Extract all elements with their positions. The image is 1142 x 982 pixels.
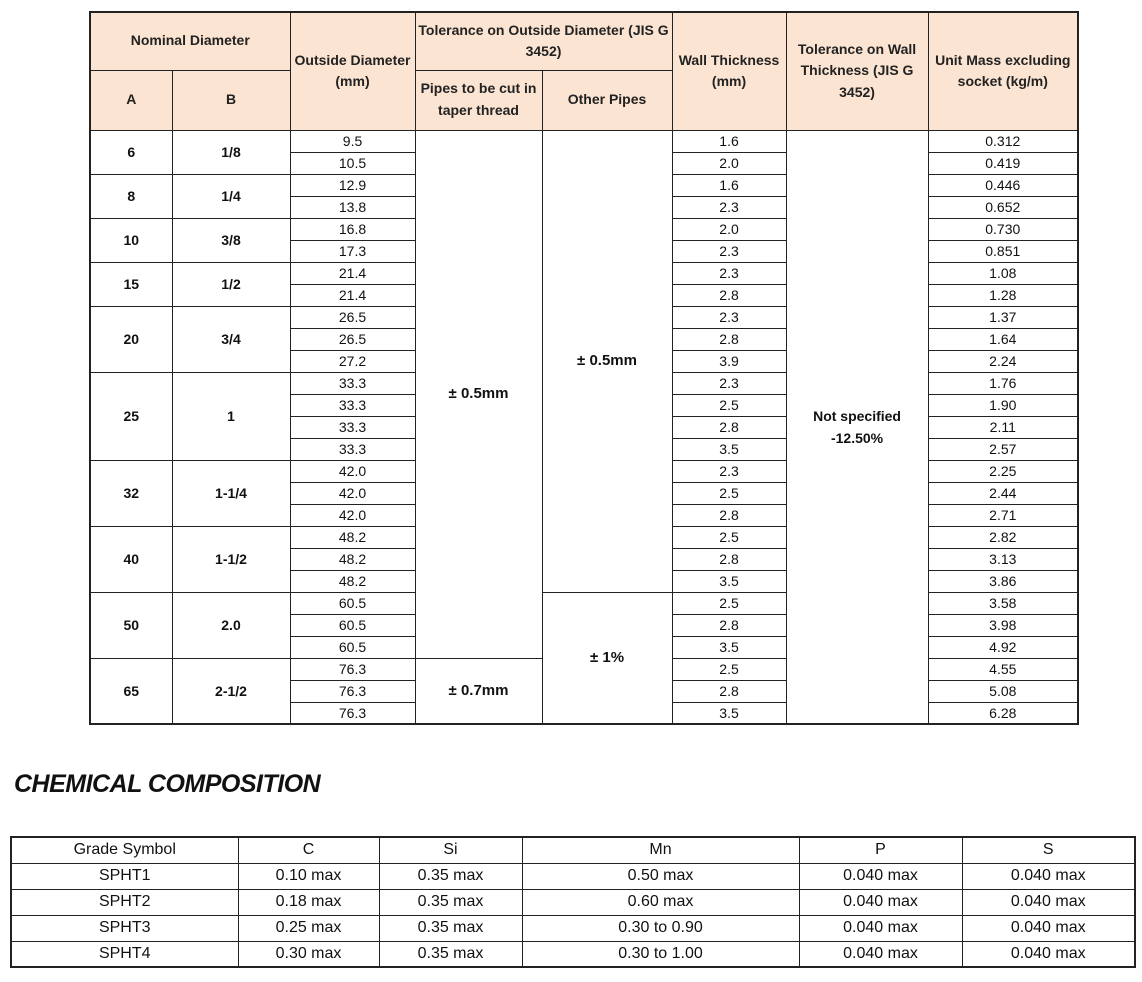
unit-mass-cell: 0.652 (928, 196, 1078, 218)
grade-symbol-cell: SPHT3 (11, 915, 238, 941)
wall-thickness-cell: 2.8 (672, 680, 786, 702)
wall-thickness-cell: 3.9 (672, 350, 786, 372)
header-col-b: B (172, 70, 290, 130)
unit-mass-cell: 3.86 (928, 570, 1078, 592)
unit-mass-cell: 3.98 (928, 614, 1078, 636)
other-tolerance-large: ± 1% (542, 592, 672, 724)
chem-value-cell: 0.040 max (962, 941, 1135, 967)
outside-diameter-cell: 60.5 (290, 636, 415, 658)
outside-diameter-cell: 21.4 (290, 284, 415, 306)
outside-diameter-cell: 76.3 (290, 702, 415, 724)
wall-thickness-cell: 1.6 (672, 130, 786, 152)
pipe-dimensions-table (89, 11, 1079, 725)
nominal-b-cell: 1/4 (172, 174, 290, 218)
header-wall-tolerance: Tolerance on Wall Thickness (JIS G 3452) (786, 12, 928, 130)
grade-symbol-cell: SPHT4 (11, 941, 238, 967)
unit-mass-cell: 1.28 (928, 284, 1078, 306)
grade-symbol-cell: SPHT2 (11, 889, 238, 915)
outside-diameter-cell: 60.5 (290, 614, 415, 636)
nominal-b-cell: 2-1/2 (172, 658, 290, 724)
chem-value-cell: 0.50 max (522, 863, 799, 889)
chem-value-cell: 0.35 max (379, 941, 522, 967)
wall-thickness-cell: 3.5 (672, 636, 786, 658)
chem-value-cell: 0.040 max (799, 941, 962, 967)
table-row (11, 915, 1135, 941)
outside-diameter-cell: 33.3 (290, 438, 415, 460)
wall-tolerance-line1: Not specified (813, 407, 901, 424)
outside-diameter-cell: 10.5 (290, 152, 415, 174)
chem-header-cell: P (799, 837, 962, 863)
outside-diameter-cell: 27.2 (290, 350, 415, 372)
outside-diameter-cell: 48.2 (290, 526, 415, 548)
chem-table-body (11, 863, 1135, 967)
chem-value-cell: 0.040 max (799, 863, 962, 889)
outside-diameter-cell: 26.5 (290, 328, 415, 350)
nominal-b-cell: 2.0 (172, 592, 290, 658)
outside-diameter-cell: 21.4 (290, 262, 415, 284)
chem-value-cell: 0.10 max (238, 863, 379, 889)
taper-tolerance-large: ± 0.7mm (415, 658, 542, 724)
chem-value-cell: 0.040 max (799, 915, 962, 941)
wall-thickness-cell: 3.5 (672, 570, 786, 592)
chem-header-row (11, 837, 1135, 863)
unit-mass-cell: 3.13 (928, 548, 1078, 570)
unit-mass-cell: 2.71 (928, 504, 1078, 526)
unit-mass-cell: 4.55 (928, 658, 1078, 680)
nominal-b-cell: 1/8 (172, 130, 290, 174)
wall-thickness-cell: 3.5 (672, 438, 786, 460)
outside-diameter-cell: 9.5 (290, 130, 415, 152)
unit-mass-cell: 2.24 (928, 350, 1078, 372)
outside-diameter-cell: 48.2 (290, 548, 415, 570)
nominal-a-cell: 20 (90, 306, 172, 372)
unit-mass-cell: 2.82 (928, 526, 1078, 548)
nominal-b-cell: 1-1/2 (172, 526, 290, 592)
wall-thickness-cell: 2.3 (672, 306, 786, 328)
nominal-a-cell: 8 (90, 174, 172, 218)
outside-diameter-cell: 60.5 (290, 592, 415, 614)
chem-header-cell: Si (379, 837, 522, 863)
outside-diameter-cell: 16.8 (290, 218, 415, 240)
nominal-a-cell: 10 (90, 218, 172, 262)
outside-diameter-cell: 42.0 (290, 460, 415, 482)
pipe-table-body (90, 130, 1078, 724)
outside-diameter-cell: 33.3 (290, 416, 415, 438)
chem-value-cell: 0.040 max (962, 863, 1135, 889)
wall-thickness-cell: 2.3 (672, 240, 786, 262)
wall-thickness-cell: 2.5 (672, 394, 786, 416)
wall-thickness-cell: 2.0 (672, 218, 786, 240)
nominal-a-cell: 32 (90, 460, 172, 526)
wall-thickness-cell: 2.5 (672, 482, 786, 504)
nominal-a-cell: 6 (90, 130, 172, 174)
unit-mass-cell: 5.08 (928, 680, 1078, 702)
wall-thickness-cell: 2.8 (672, 328, 786, 350)
nominal-a-cell: 50 (90, 592, 172, 658)
table-row (90, 130, 1078, 152)
wall-thickness-cell: 2.0 (672, 152, 786, 174)
unit-mass-cell: 1.76 (928, 372, 1078, 394)
chem-header-cell: S (962, 837, 1135, 863)
chem-value-cell: 0.30 to 1.00 (522, 941, 799, 967)
nominal-b-cell: 1-1/4 (172, 460, 290, 526)
unit-mass-cell: 2.57 (928, 438, 1078, 460)
outside-diameter-cell: 17.3 (290, 240, 415, 262)
unit-mass-cell: 3.58 (928, 592, 1078, 614)
outside-diameter-cell: 13.8 (290, 196, 415, 218)
wall-thickness-cell: 2.5 (672, 526, 786, 548)
chemical-composition-table (10, 836, 1136, 968)
header-taper-pipes: Pipes to be cut in taper thread (415, 70, 542, 130)
chem-value-cell: 0.040 max (799, 889, 962, 915)
unit-mass-cell: 4.92 (928, 636, 1078, 658)
wall-thickness-cell: 2.3 (672, 196, 786, 218)
nominal-a-cell: 40 (90, 526, 172, 592)
outside-diameter-cell: 76.3 (290, 680, 415, 702)
wall-thickness-cell: 2.3 (672, 460, 786, 482)
wall-thickness-cell: 2.8 (672, 504, 786, 526)
header-outside-diameter: Outside Diameter (mm) (290, 12, 415, 130)
other-tolerance-small: ± 0.5mm (542, 130, 672, 592)
unit-mass-cell: 1.08 (928, 262, 1078, 284)
unit-mass-cell: 0.312 (928, 130, 1078, 152)
wall-thickness-cell: 2.8 (672, 548, 786, 570)
nominal-b-cell: 1/2 (172, 262, 290, 306)
nominal-b-cell: 3/4 (172, 306, 290, 372)
wall-thickness-cell: 2.5 (672, 658, 786, 680)
chem-value-cell: 0.35 max (379, 889, 522, 915)
unit-mass-cell: 0.446 (928, 174, 1078, 196)
chem-header-cell: Mn (522, 837, 799, 863)
chem-value-cell: 0.30 to 0.90 (522, 915, 799, 941)
wall-tolerance-line2: -12.50% (830, 429, 884, 446)
table-row (90, 592, 1078, 614)
nominal-b-cell: 3/8 (172, 218, 290, 262)
header-nominal-diameter: Nominal Diameter (90, 12, 290, 70)
unit-mass-cell: 0.419 (928, 152, 1078, 174)
unit-mass-cell: 1.64 (928, 328, 1078, 350)
outside-diameter-cell: 33.3 (290, 372, 415, 394)
chem-value-cell: 0.040 max (962, 915, 1135, 941)
chem-value-cell: 0.18 max (238, 889, 379, 915)
unit-mass-cell: 2.11 (928, 416, 1078, 438)
unit-mass-cell: 0.730 (928, 218, 1078, 240)
unit-mass-cell: 0.851 (928, 240, 1078, 262)
outside-diameter-cell: 42.0 (290, 482, 415, 504)
outside-diameter-cell: 42.0 (290, 504, 415, 526)
table-row (11, 889, 1135, 915)
header-wall-thickness: Wall Thickness (mm) (672, 12, 786, 130)
outside-diameter-cell: 12.9 (290, 174, 415, 196)
unit-mass-cell: 1.90 (928, 394, 1078, 416)
chem-value-cell: 0.30 max (238, 941, 379, 967)
outside-diameter-cell: 26.5 (290, 306, 415, 328)
wall-thickness-cell: 2.8 (672, 284, 786, 306)
wall-thickness-cell: 2.3 (672, 262, 786, 284)
header-col-a: A (90, 70, 172, 130)
outside-diameter-cell: 48.2 (290, 570, 415, 592)
grade-symbol-cell: SPHT1 (11, 863, 238, 889)
nominal-a-cell: 65 (90, 658, 172, 724)
header-unit-mass: Unit Mass excluding socket (kg/m) (928, 12, 1078, 130)
chem-value-cell: 0.35 max (379, 863, 522, 889)
wall-thickness-cell: 2.5 (672, 592, 786, 614)
nominal-a-cell: 25 (90, 372, 172, 460)
unit-mass-cell: 6.28 (928, 702, 1078, 724)
chem-value-cell: 0.35 max (379, 915, 522, 941)
chem-header-cell: Grade Symbol (11, 837, 238, 863)
unit-mass-cell: 2.44 (928, 482, 1078, 504)
nominal-a-cell: 15 (90, 262, 172, 306)
header-other-pipes: Other Pipes (542, 70, 672, 130)
wall-thickness-cell: 2.8 (672, 614, 786, 636)
chem-header-cell: C (238, 837, 379, 863)
wall-thickness-cell: 1.6 (672, 174, 786, 196)
table-row (11, 941, 1135, 967)
wall-thickness-cell: 3.5 (672, 702, 786, 724)
outside-diameter-cell: 33.3 (290, 394, 415, 416)
chem-value-cell: 0.040 max (962, 889, 1135, 915)
taper-tolerance-small: ± 0.5mm (415, 130, 542, 658)
outside-diameter-cell: 76.3 (290, 658, 415, 680)
wall-tolerance-cell (786, 130, 928, 724)
chem-value-cell: 0.25 max (238, 915, 379, 941)
wall-thickness-cell: 2.3 (672, 372, 786, 394)
chemical-composition-title: CHEMICAL COMPOSITION (14, 770, 321, 798)
chem-value-cell: 0.60 max (522, 889, 799, 915)
wall-thickness-cell: 2.8 (672, 416, 786, 438)
nominal-b-cell: 1 (172, 372, 290, 460)
header-tolerance-outside-diameter: Tolerance on Outside Diameter (JIS G 3452) (415, 12, 672, 70)
unit-mass-cell: 2.25 (928, 460, 1078, 482)
unit-mass-cell: 1.37 (928, 306, 1078, 328)
table-row (11, 863, 1135, 889)
